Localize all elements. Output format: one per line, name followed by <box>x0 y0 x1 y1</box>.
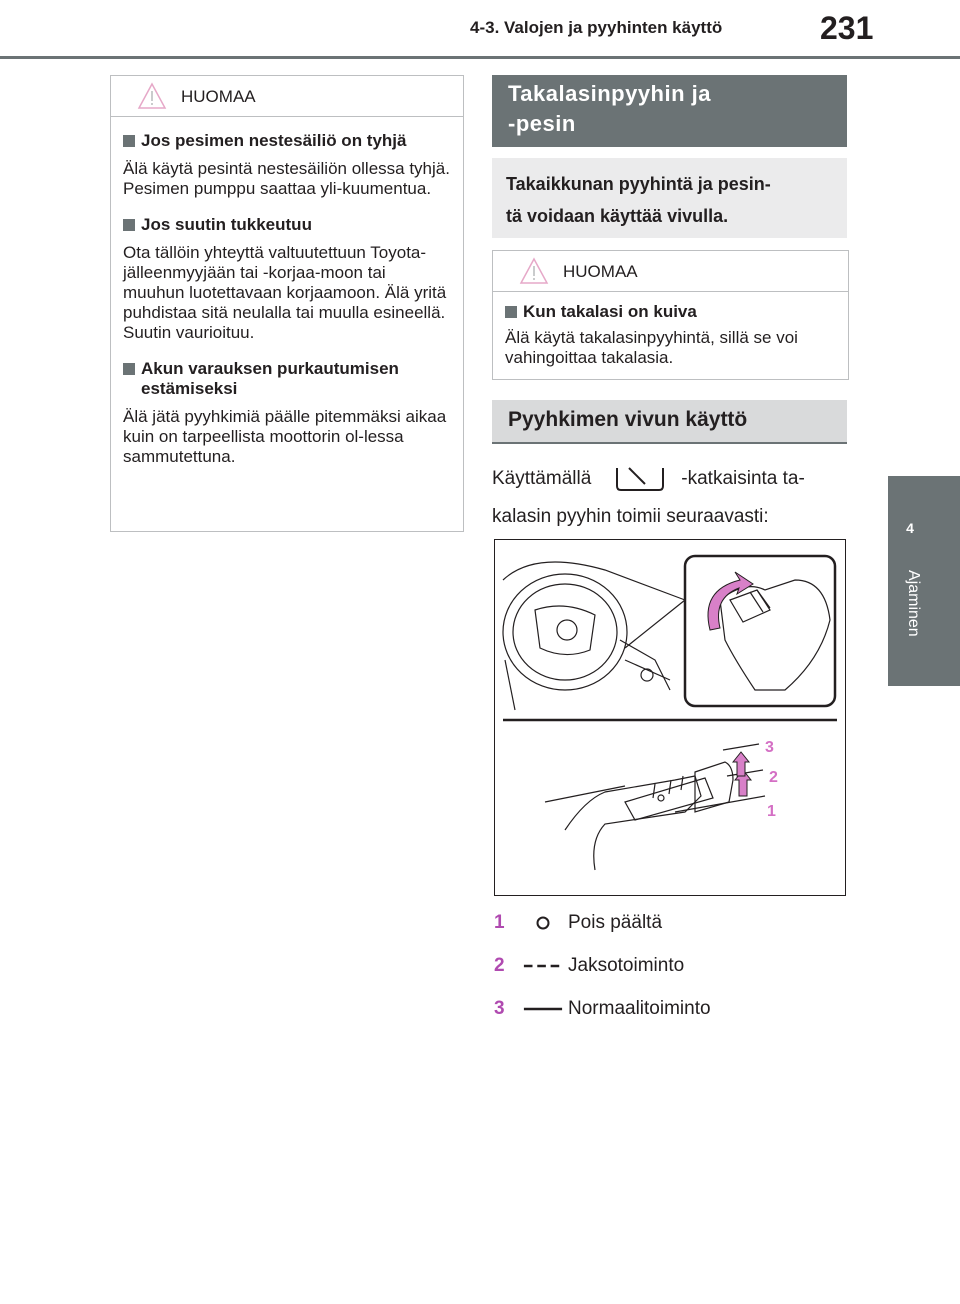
note-item-text: Älä käytä pesintä nestesäiliön ollessa tyhjä. Pesimen pumppu saattaa yli-kuumentua. <box>123 159 450 198</box>
lead-paragraph: Takaikkunan pyyhintä ja pesin- tä voidaan käyttää vivulla. <box>492 158 847 238</box>
illustration-drawing <box>495 540 845 895</box>
caution-box-right <box>492 250 849 380</box>
chapter-label: Ajaminen <box>905 570 922 637</box>
warning-icon <box>137 82 167 110</box>
callout-1: 1 <box>767 803 776 820</box>
callout-2: 2 <box>769 769 778 786</box>
caution-header <box>493 251 848 292</box>
section-heading-rear-wiper: Takalasinpyyhin ja -pesin <box>492 75 847 147</box>
wiper-lever-illustration <box>494 539 846 896</box>
header-divider <box>0 56 960 59</box>
legend-item: 3 Normaalitoiminto <box>494 998 711 1019</box>
intermittent-symbol-icon <box>522 961 564 971</box>
page-header <box>0 0 960 62</box>
warning-icon <box>519 257 549 285</box>
caution-header <box>111 76 463 117</box>
page-number: 231 <box>820 10 874 46</box>
section-heading-lever: Pyyhkimen vivun käyttö <box>492 400 847 444</box>
rear-wiper-icon <box>611 462 671 496</box>
note-item-title: Akun varauksen purkautumisen estämiseksi <box>123 359 451 399</box>
off-symbol-icon <box>522 915 564 931</box>
normal-symbol-icon <box>522 1004 564 1014</box>
caution-box-left <box>110 75 464 532</box>
legend-item: 1 Pois päältä <box>494 912 663 933</box>
body-paragraph: Käyttämällä -katkaisinta ta- kalasin pyyhin toimii seuraavasti: <box>492 460 852 536</box>
chapter-number: 4 <box>906 520 914 536</box>
note-item-text: Ota tällöin yhteyttä valtuutettuun Toyota-jälleenmyyjään tai -korjaa-moon tai muuhun luotettavaan korjaamoon. Älä yritä puhdistaa sitä neulalla tai muulla esineellä. Suutin vaurioituu. <box>123 243 447 342</box>
note-item-text: Älä käytä takalasinpyyhintä, sillä se voi vahingoittaa takalasia. <box>505 328 798 367</box>
caution-heading: HUOMAA <box>563 262 638 281</box>
note-item-title: Jos suutin tukkeutuu <box>123 215 451 235</box>
legend-item: 2 Jaksotoiminto <box>494 955 685 976</box>
callout-3: 3 <box>765 739 774 756</box>
note-item-title: Kun takalasi on kuiva <box>505 302 836 322</box>
section-title: 4-3. Valojen ja pyyhinten käyttö <box>470 18 723 37</box>
caution-heading: HUOMAA <box>181 87 256 106</box>
note-item-text: Älä jätä pyyhkimiä päälle pitemmäksi aikaa kuin on tarpeellista moottorin ol-lessa sammutettuna. <box>123 407 447 466</box>
chapter-tab[interactable] <box>888 476 960 686</box>
note-item-title: Jos pesimen nestesäiliö on tyhjä <box>123 131 451 151</box>
